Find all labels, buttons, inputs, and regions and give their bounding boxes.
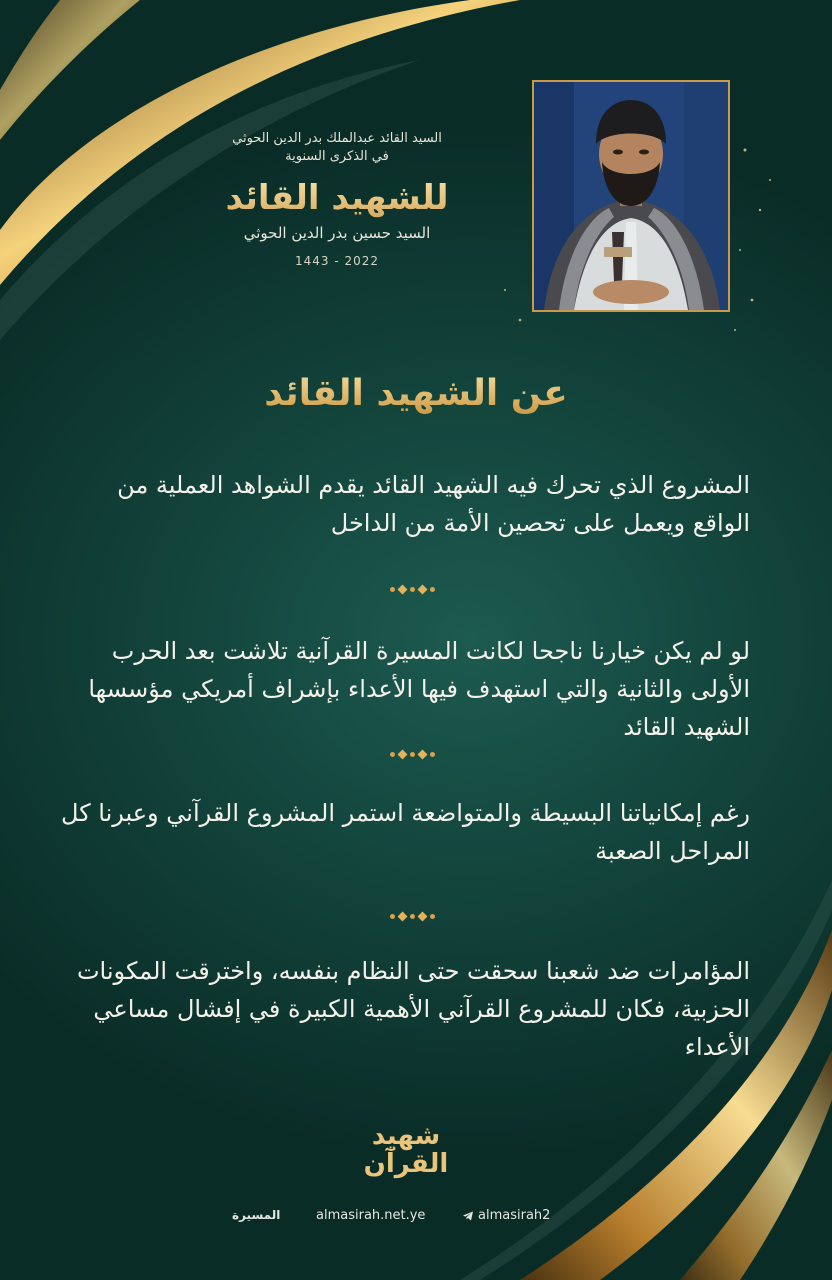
header-block — [172, 130, 502, 270]
brand-logo: المسيرة — [232, 1208, 281, 1222]
footer — [0, 1208, 832, 1228]
portrait-illustration — [534, 82, 728, 310]
telegram-handle[interactable] — [462, 1208, 550, 1223]
telegram-icon — [462, 1210, 474, 1222]
ornament-divider — [380, 748, 444, 760]
header-occasion: في الذكرى السنوية — [285, 149, 389, 164]
portrait-photo — [532, 80, 730, 312]
ornament-divider — [380, 910, 444, 922]
paragraph-1: المشروع الذي تحرك فيه الشهيد القائد يقدم الشواهد العملية من الواقع ويعمل على تحصين الأمة من الداخل — [117, 471, 750, 537]
header-speaker: السيد القائد عبدالملك بدر الدين الحوثي — [232, 131, 442, 146]
telegram-handle-text: almasirah2 — [478, 1208, 551, 1223]
section-title: عن الشهيد القائد — [0, 370, 832, 418]
paragraph-3: رغم إمكانياتنا البسيطة والمتواضعة استمر المشروع القرآني وعبرنا كل المراحل الصعبة — [61, 799, 750, 865]
logo-line-2: القرآن — [363, 1149, 449, 1179]
shaheed-alquran-logo — [346, 1122, 466, 1182]
paragraph-2: لو لم يكن خيارنا ناجحا لكانت المسيرة القرآنية تلاشت بعد الحرب الأولى والثانية والتي استهدف فيها الأعداء بإشراف أمريكي مؤسسها الشهيد القائد — [88, 637, 750, 741]
header-main-title: للشهيد القائد — [172, 176, 502, 220]
website-link[interactable]: almasirah.net.ye — [316, 1208, 426, 1223]
header-subtitle: السيد حسين بدر الدين الحوثي — [243, 224, 431, 242]
paragraph-4: المؤامرات ضد شعبنا سحقت حتى النظام بنفسه، واخترقت المكونات الحزبية، فكان للمشروع القرآني الأهمية الكبيرة في إفشال مساعي الأعداء — [76, 957, 750, 1061]
logo-line-1: شهيد — [371, 1121, 441, 1151]
ornament-divider — [380, 583, 444, 595]
header-year: 1443 - 2022 — [294, 254, 380, 268]
